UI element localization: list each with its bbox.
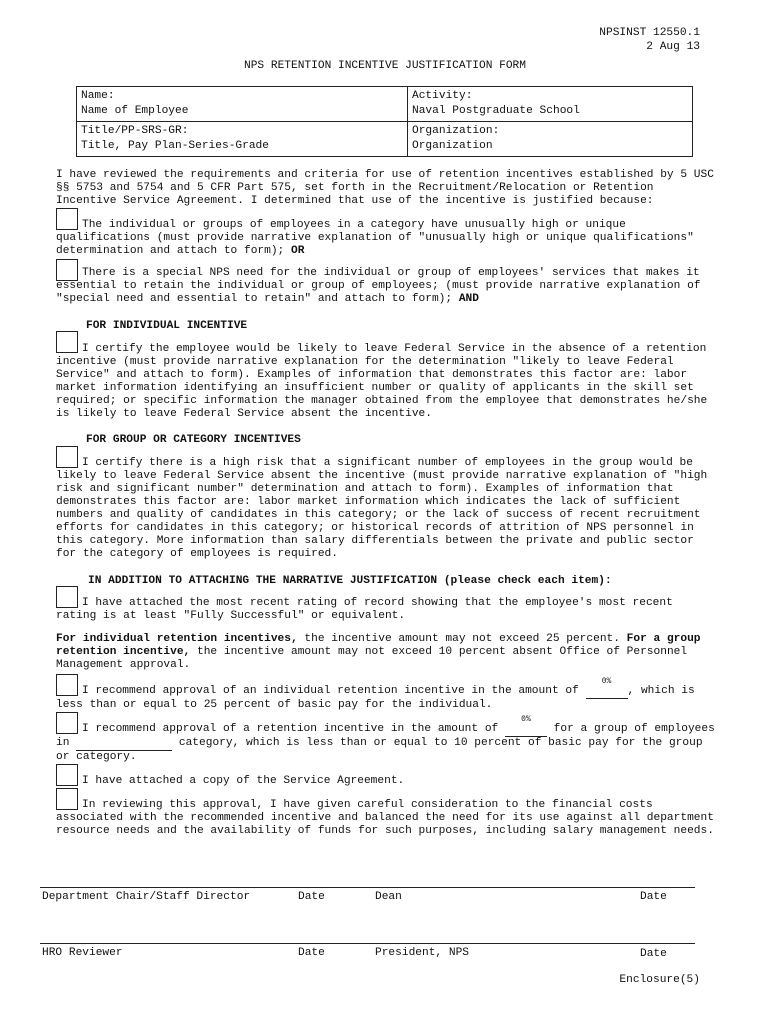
signature-line-2[interactable] <box>40 943 695 944</box>
activity-label: Activity: <box>412 90 473 102</box>
instruction-number: NPSINST 12550.1 <box>599 27 700 39</box>
group-heading: FOR GROUP OR CATEGORY INCENTIVES <box>86 434 301 446</box>
organization-value: Organization <box>412 140 493 152</box>
individual-amount-field[interactable]: 0% <box>586 685 628 699</box>
chair-date-label: Date <box>298 891 325 903</box>
enclosure-label: Enclosure(5) <box>619 974 700 986</box>
unique-qualifications-text: The individual or groups of employees in a category have unusually high or unique qualifications (must provide narrative explanation of "unusually high or unique qualifications" determination and attach to form); OR <box>56 219 694 257</box>
name-label: Name: <box>81 90 115 102</box>
group-category-field[interactable] <box>76 737 172 751</box>
costs-text: In reviewing this approval, I have given careful consideration to the financial costs associated with the recommended incentive and balanced the need for its use against all department resource needs and the availability of funds for such purposes, including salary management needs. <box>56 799 714 837</box>
activity-value: Naval Postgraduate School <box>412 105 580 117</box>
special-need-text: There is a special NPS need for the individual or group of employees' services that makes it essential to retain the individual or group of employees; (must provide narrative explanation of "special need and essential to retain" and attach to form); AND <box>56 267 701 305</box>
dean-date-label: Date <box>640 891 667 903</box>
organization-cell[interactable] <box>408 122 693 157</box>
hro-date-label: Date <box>298 947 325 959</box>
form-title: NPS RETENTION INCENTIVE JUSTIFICATION FORM <box>244 60 526 72</box>
dean-signature-label: Dean <box>375 891 402 903</box>
title-value: Title, Pay Plan-Series-Grade <box>81 140 269 152</box>
individual-heading: FOR INDIVIDUAL INCENTIVE <box>86 320 248 332</box>
agreement-text: I have attached a copy of the Service Agreement. <box>82 775 405 787</box>
president-date-label: Date <box>640 948 667 960</box>
group-amount-field[interactable]: 0% <box>505 723 547 737</box>
addition-heading: IN ADDITION TO ATTACHING THE NARRATIVE JUSTIFICATION (please check each item): <box>88 575 612 587</box>
chair-signature-label: Department Chair/Staff Director <box>42 891 251 903</box>
instruction-date: 2 Aug 13 <box>646 41 700 53</box>
individual-recommend-text: I recommend approval of an individual retention incentive in the amount of 0% , which is less than or equal to 25 percent of basic pay for the individual. <box>56 677 695 711</box>
rating-text: I have attached the most recent rating of record showing that the employee's most recent rating is at least "Fully Successful" or equivalent. <box>56 597 673 622</box>
incentive-limits-text: For individual retention incentives, the incentive amount may not exceed 25 percent. For a group retention incentive, the incentive amount may not exceed 10 percent absent Office of Personnel Management approval. <box>56 633 701 671</box>
employee-info-table <box>76 86 693 157</box>
signature-line-1[interactable] <box>40 887 695 888</box>
title-label: Title/PP-SRS-GR: <box>81 125 189 137</box>
president-signature-label: President, NPS <box>375 947 469 959</box>
individual-certify-text: I certify the employee would be likely to leave Federal Service in the absence of a retention incentive (must provide narrative explanation for the determination "likely to leave Federal Service" and attach to form). Examples of information that demonstrates this factor are: labor market information identifying an insufficient number or quality of applicants in the skill set required; or specific information the manager obtained from the employee that demonstrates he/she is likely to leave Federal Service absent the incentive. <box>56 343 708 420</box>
name-cell[interactable] <box>77 87 408 122</box>
title-cell[interactable] <box>77 122 408 157</box>
group-recommend-text: I recommend approval of a retention incentive in the amount of 0% for a group of employees in category, which is less than or equal to 10 percent of basic pay for the group or category. <box>56 715 715 763</box>
intro-paragraph: I have reviewed the requirements and criteria for use of retention incentives established by 5 USC §§ 5753 and 5754 and 5 CFR Part 575, set forth in the Recruitment/Relocation or Retention Incentive Service Agreement. I determined that use of the incentive is justified because: <box>56 169 714 207</box>
name-value: Name of Employee <box>81 105 189 117</box>
group-certify-text: I certify there is a high risk that a significant number of employees in the group would be likely to leave Federal Service absent the incentive (must provide narrative explanation of "high risk and significant number" determination and attach to form). Examples of information that demonstrates this factor are: labor market information which indicates the lack of sufficient numbers and quality of candidates in this category; or the lack of success of recent recruitment efforts for candidates in this category; or historical records of attrition of NPS personnel in this category. More information than salary differentials between the private and public sector for the category of employees is required. <box>56 457 708 560</box>
organization-label: Organization: <box>412 125 500 137</box>
activity-cell[interactable] <box>408 87 693 122</box>
hro-signature-label: HRO Reviewer <box>42 947 123 959</box>
